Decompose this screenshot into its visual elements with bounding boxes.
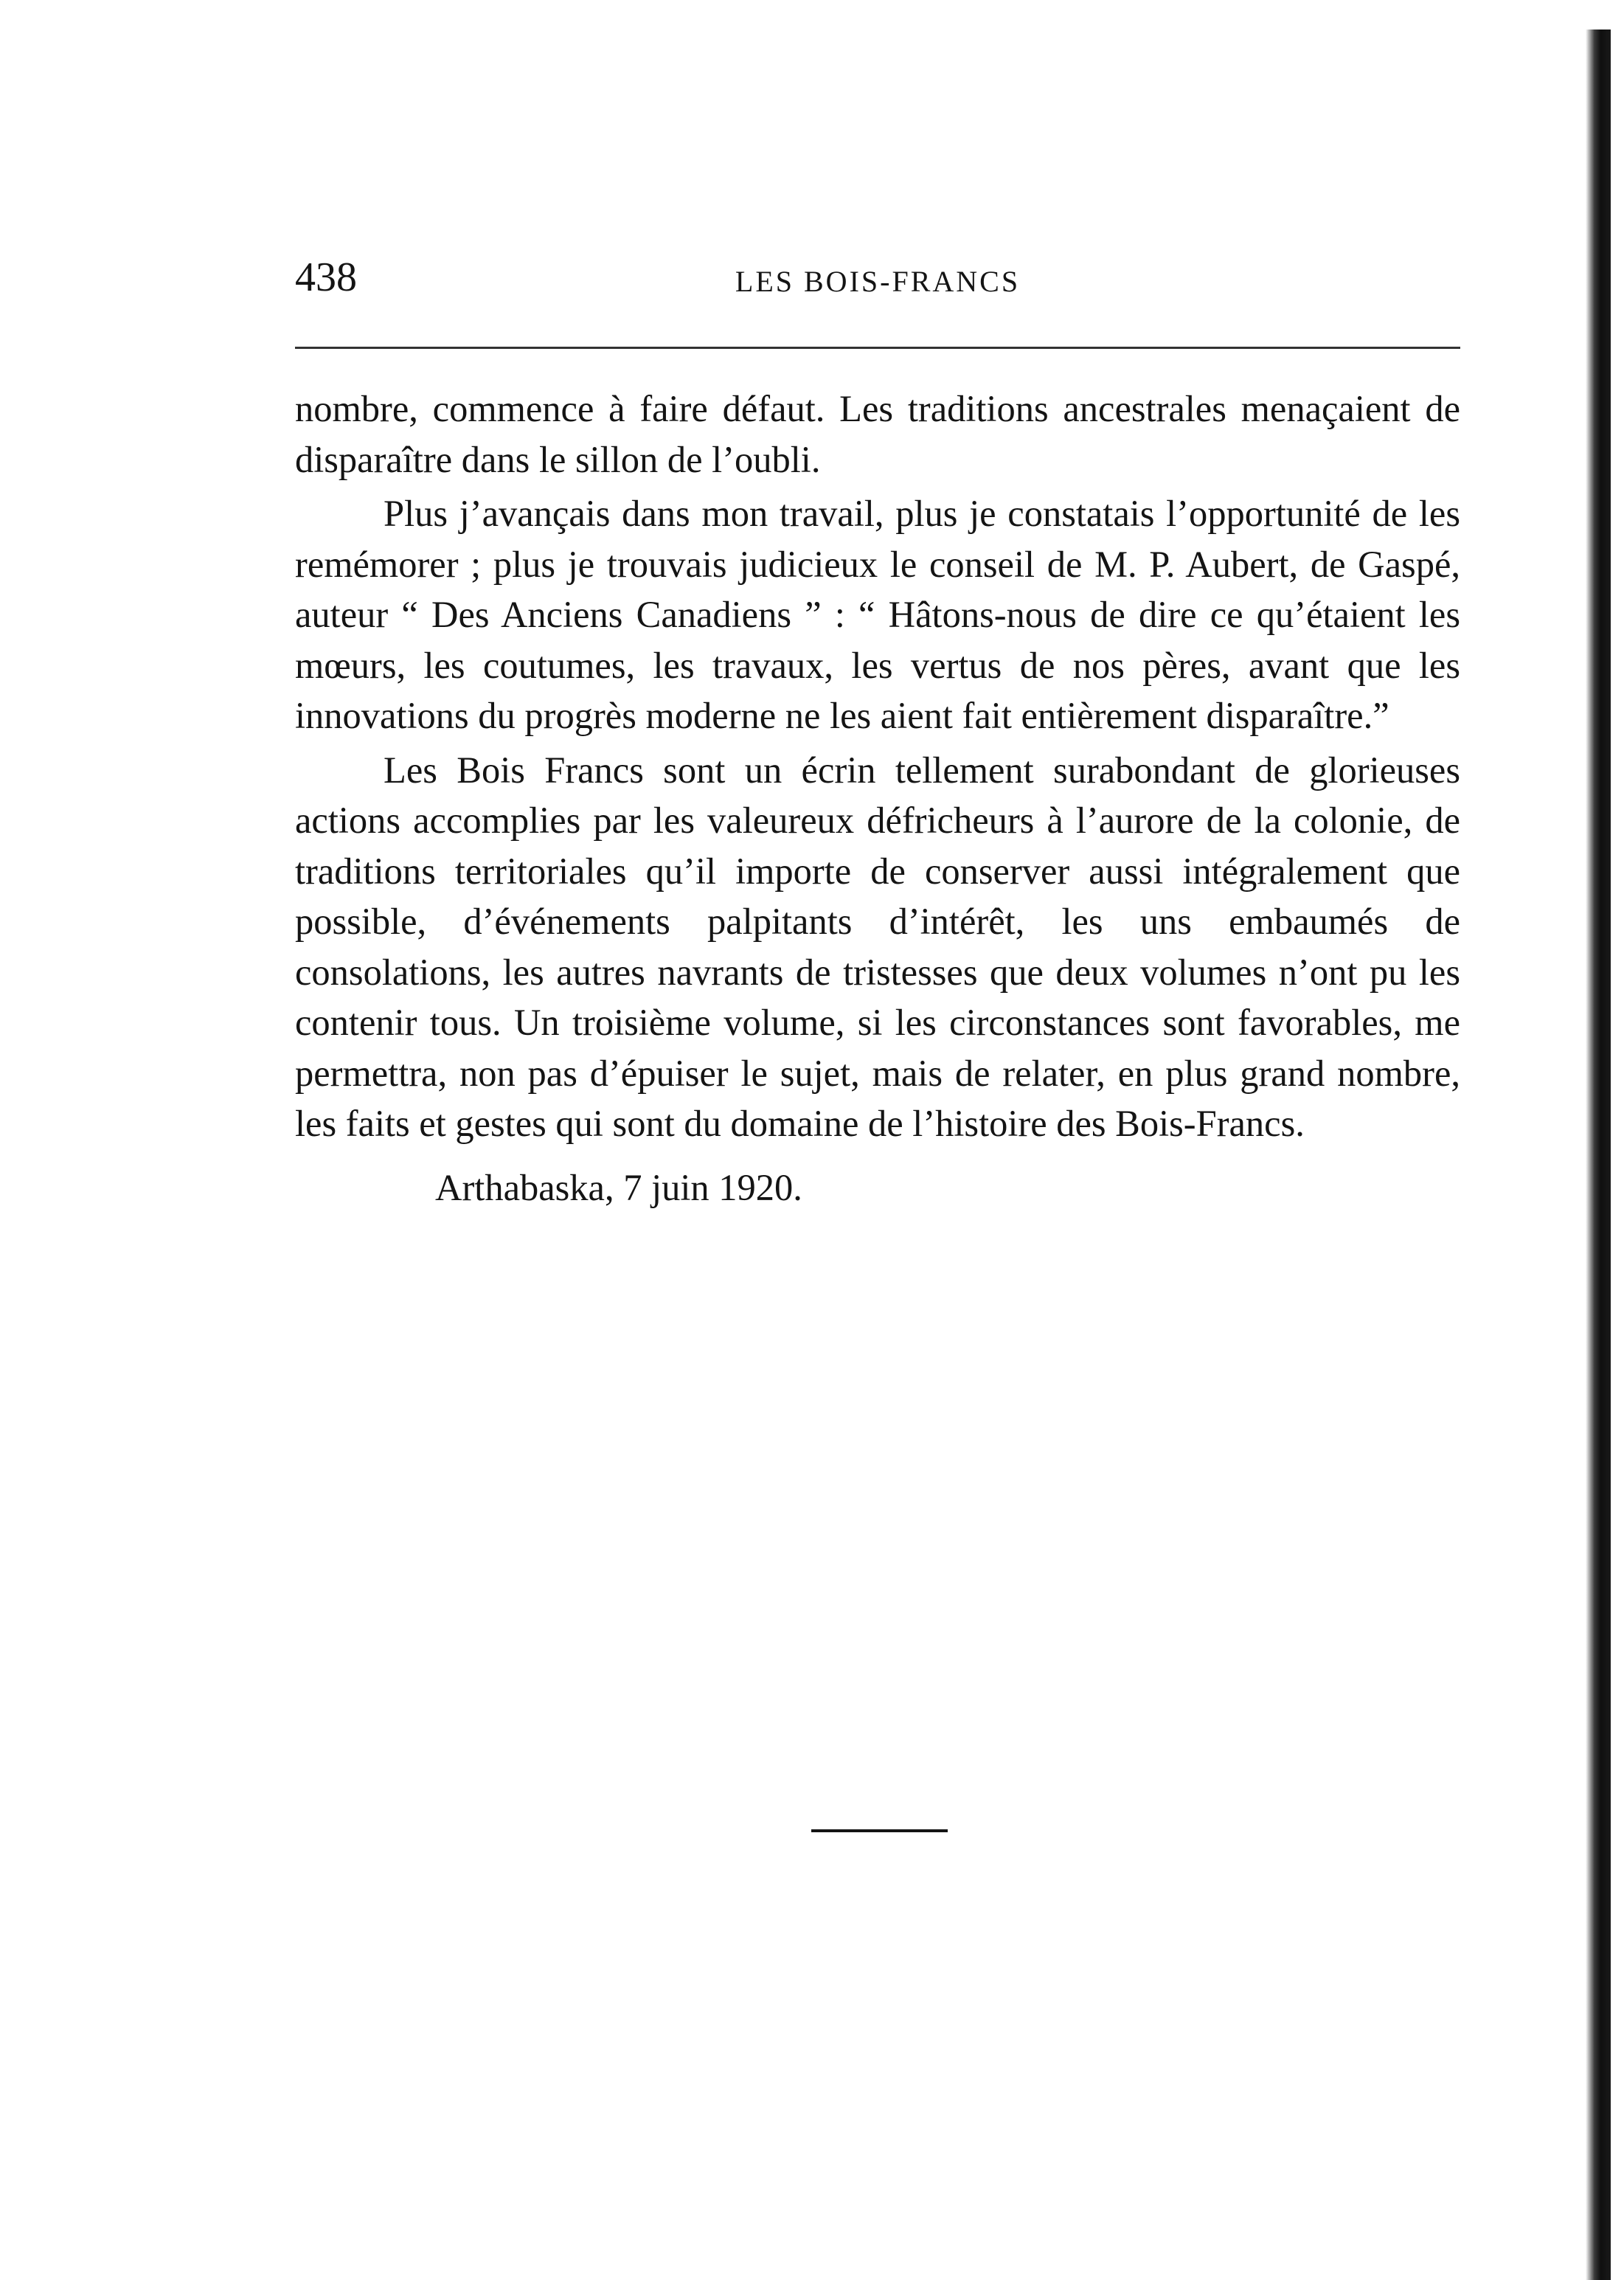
paragraph-continued: nombre, commence à faire défaut. Les traditions ancestrales menaçaient de disparaître dans le sillon de l’oubli. <box>295 388 1460 480</box>
dateline: Arthabaska, 7 juin 1920. <box>435 1166 802 1208</box>
paragraph: Les Bois Francs sont un écrin tellement surabondant de glorieuses actions accomplies par les valeureux défricheurs à l’aurore de la colonie, de traditions territoriales qu’il importe de conserver aussi intégralement que possible, d’événements palpitants d’intérêt, les uns embaumés de consolations, les autres navrants de tristesses que deux volumes n’ont pu les contenir tous. Un troisième volume, si les circonstances sont favorables, me permettra, non pas d’épuiser le sujet, mais de relater, en plus grand nombre, les faits et gestes qui sont du domaine de l’histoire des Bois-Francs. <box>295 749 1460 1144</box>
running-head: LES BOIS-FRANCS <box>735 265 1021 298</box>
header-rule <box>295 347 1460 349</box>
paragraph: Plus j’avançais dans mon travail, plus je constatais l’opportunité de les remémorer ; plus je trouvais judicieux le conseil de M. P. Aubert, de Gaspé, auteur “ Des Anciens Canadiens ” : “ Hâtons-nous de dire ce qu’étaient les mœurs, les coutumes, les travaux, les vertus de nos pères, avant que les innovations du progrès moderne ne les aient fait entièrement disparaître.” <box>295 493 1460 736</box>
page-header <box>295 251 1460 310</box>
binding-edge <box>1586 30 1611 2280</box>
page-number: 438 <box>295 254 357 300</box>
body-text <box>295 384 1460 1216</box>
end-rule <box>811 1829 948 1832</box>
